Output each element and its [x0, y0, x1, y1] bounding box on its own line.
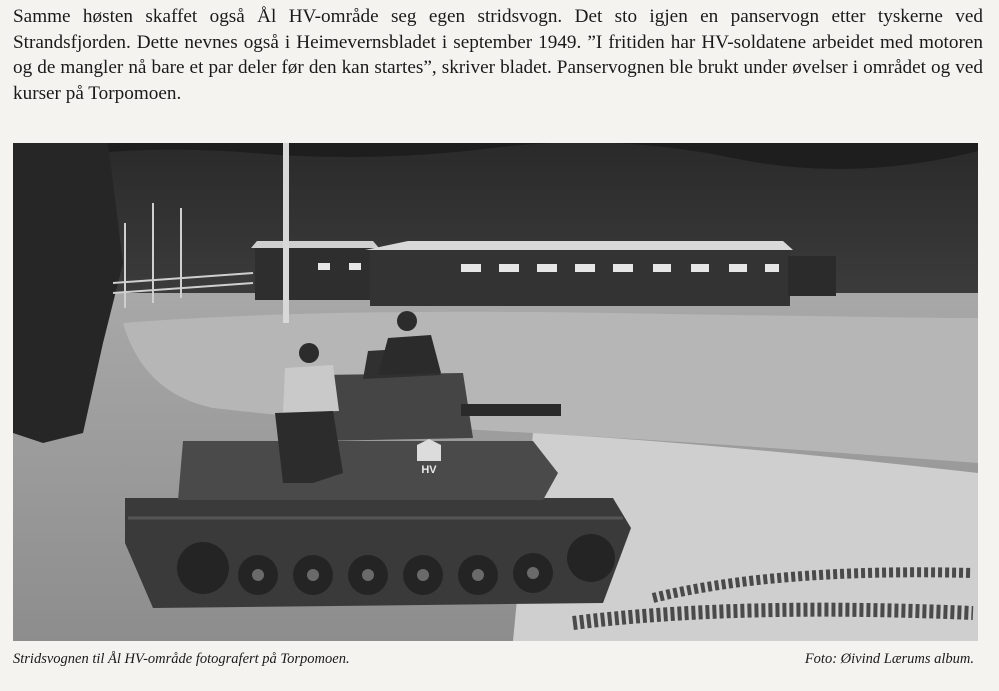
- photo-caption: Stridsvognen til Ål HV-område fotografert på Torpomoen.: [13, 651, 350, 667]
- tank-photo: [13, 143, 978, 641]
- barracks: [251, 241, 836, 306]
- flag-pole: [283, 143, 289, 323]
- photo-credit: Foto: Øivind Lærums album.: [804, 651, 974, 667]
- article-paragraph: Samme høsten skaffet også Ål HV-område seg egen stridsvogn. Det sto igjen en panservogn etter tyskerne ved Strandsfjorden. Dette nevnes også i Heimevernsbladet i september 1949. ”I fritiden har HV-soldatene arbeidet med motoren og de mangler nå bare et par deler før den kan startes”, skriver bladet. Panservognen ble brukt under øvelser i området og ved kurser på Torpomoen.: [13, 6, 983, 104]
- tank-emblem-text: HV: [421, 464, 437, 476]
